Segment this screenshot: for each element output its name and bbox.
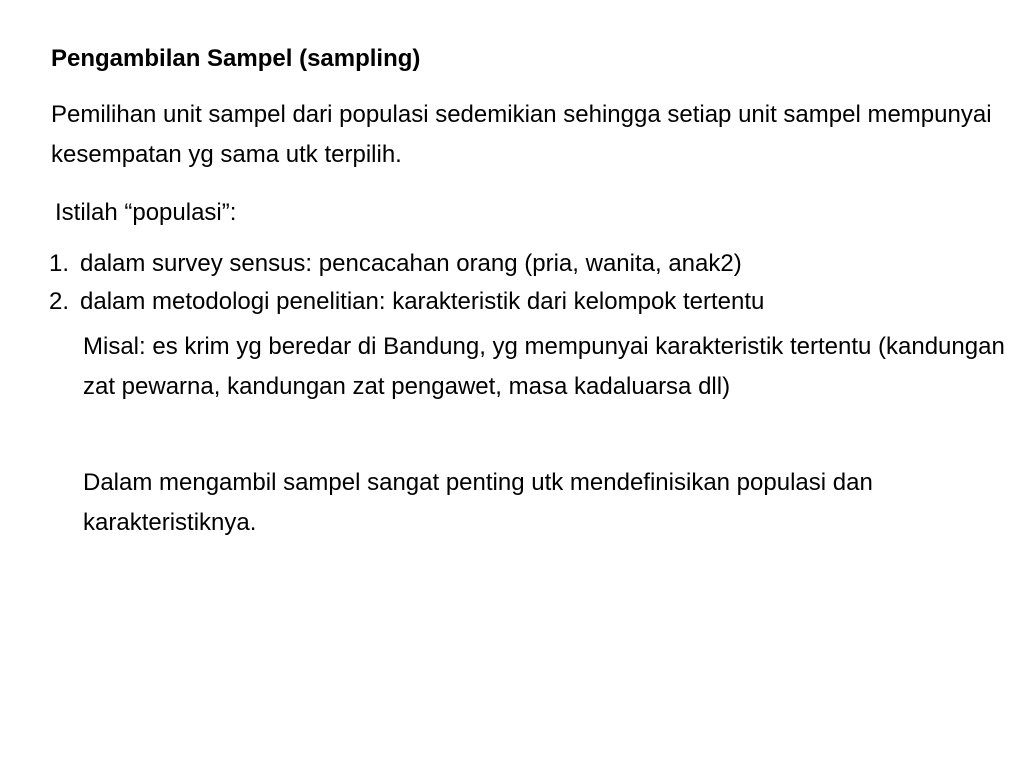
list-item-number: 1.	[49, 250, 70, 277]
istilah-heading: Istilah “populasi”:	[55, 199, 237, 226]
definition-paragraph: Pemilihan unit sampel dari populasi sedemikian sehingga setiap unit sampel mempunyai kesempatan yg sama utk terpilih.	[51, 101, 992, 168]
list-item	[49, 283, 1009, 321]
list-item-text: dalam survey sensus: pencacahan orang (pria, wanita, anak2)	[80, 250, 742, 277]
list-item	[49, 245, 1009, 283]
slide-title: Pengambilan Sampel (sampling)	[51, 45, 421, 72]
numbered-list	[49, 245, 1009, 321]
list-item-number: 2.	[49, 288, 70, 315]
conclusion-paragraph: Dalam mengambil sampel sangat penting utk mendefinisikan populasi dan karakteristiknya.	[83, 469, 873, 536]
list-item-text: dalam metodologi penelitian: karakteristik dari kelompok tertentu	[80, 288, 765, 315]
example-paragraph: Misal: es krim yg beredar di Bandung, yg mempunyai karakteristik tertentu (kandungan zat pewarna, kandungan zat pengawet, masa kadaluarsa dll)	[83, 333, 1005, 400]
